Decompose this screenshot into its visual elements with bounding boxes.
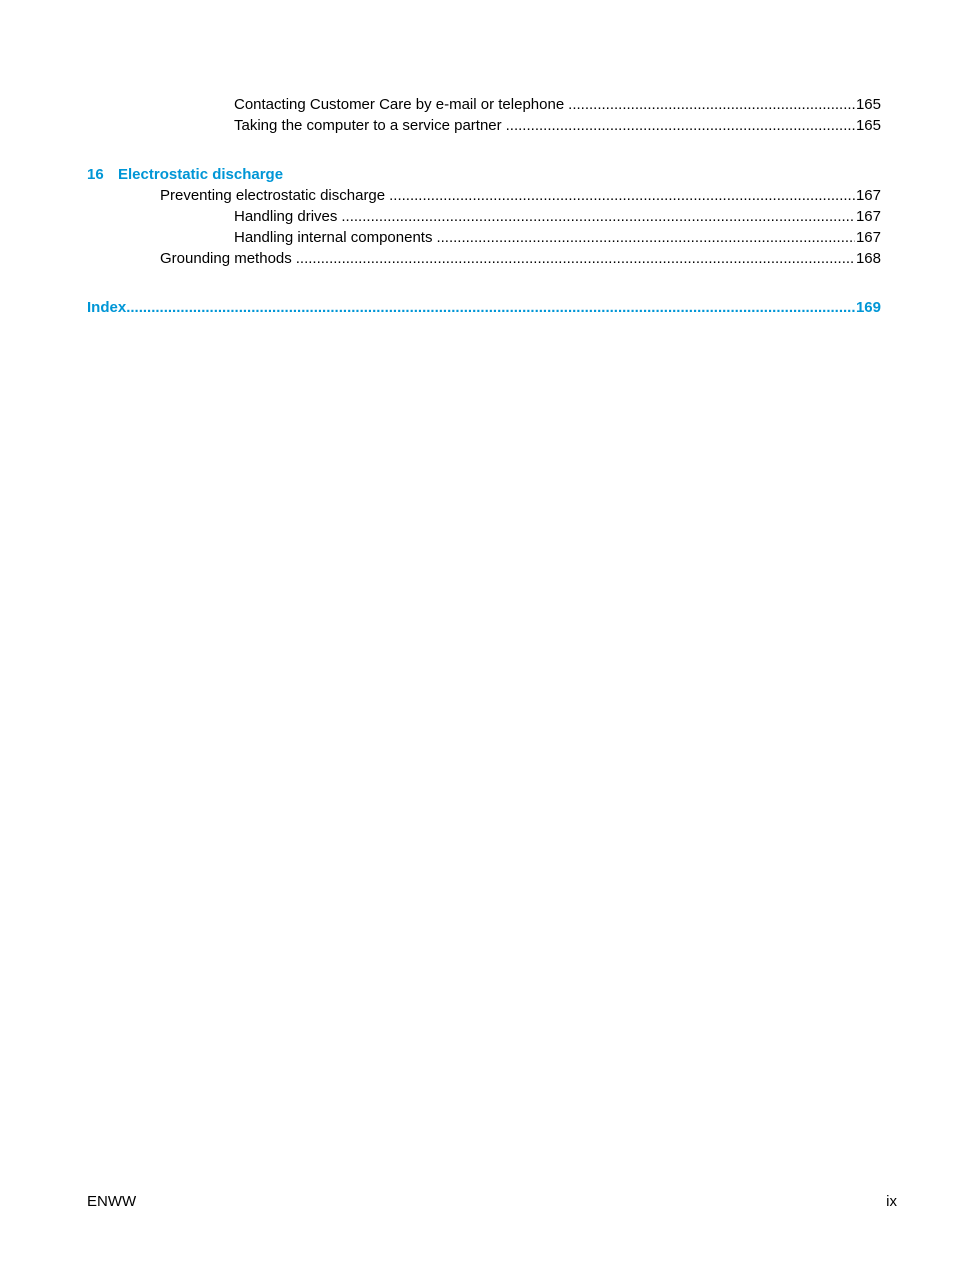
chapter-number: 16 [87, 166, 104, 183]
toc-entry-grounding-methods[interactable] [160, 249, 881, 269]
chapter-title: Electrostatic discharge [118, 166, 284, 183]
dot-leader [568, 95, 855, 115]
dot-leader [436, 228, 855, 248]
toc-entry-page: 165 [855, 117, 881, 134]
dot-leader [126, 298, 855, 318]
chapter-heading-16[interactable] [87, 165, 283, 185]
dot-leader [506, 116, 855, 136]
toc-entry-title: Grounding methods [160, 250, 292, 267]
toc-entry-page: 167 [855, 229, 881, 246]
toc-entry-title: Contacting Customer Care by e-mail or telephone [234, 96, 565, 113]
toc-entry-index[interactable] [87, 298, 881, 318]
dot-leader [389, 186, 855, 206]
toc-entry-preventing-esd[interactable] [160, 186, 881, 206]
dot-leader [296, 249, 855, 269]
toc-entry-title: Index [87, 299, 127, 316]
toc-entry-handling-internal-components[interactable] [234, 228, 881, 248]
toc-entry-page: 168 [855, 250, 881, 267]
toc-entry-page: 169 [855, 299, 881, 316]
toc-entry-title: Handling internal components [234, 229, 433, 246]
toc-entry-title: Taking the computer to a service partner [234, 117, 502, 134]
toc-entry-service-partner[interactable] [234, 116, 881, 136]
toc-entry-page: 167 [855, 187, 881, 204]
toc-entry-page: 167 [855, 208, 881, 225]
footer-publisher-code: ENWW [87, 1193, 137, 1210]
dot-leader [341, 207, 855, 227]
toc-entry-contacting-customer-care[interactable] [234, 95, 881, 115]
toc-entry-title: Preventing electrostatic discharge [160, 187, 386, 204]
toc-entry-handling-drives[interactable] [234, 207, 881, 227]
toc-entry-title: Handling drives [234, 208, 338, 225]
toc-entry-page: 165 [855, 96, 881, 113]
footer-page-number: ix [886, 1193, 897, 1210]
